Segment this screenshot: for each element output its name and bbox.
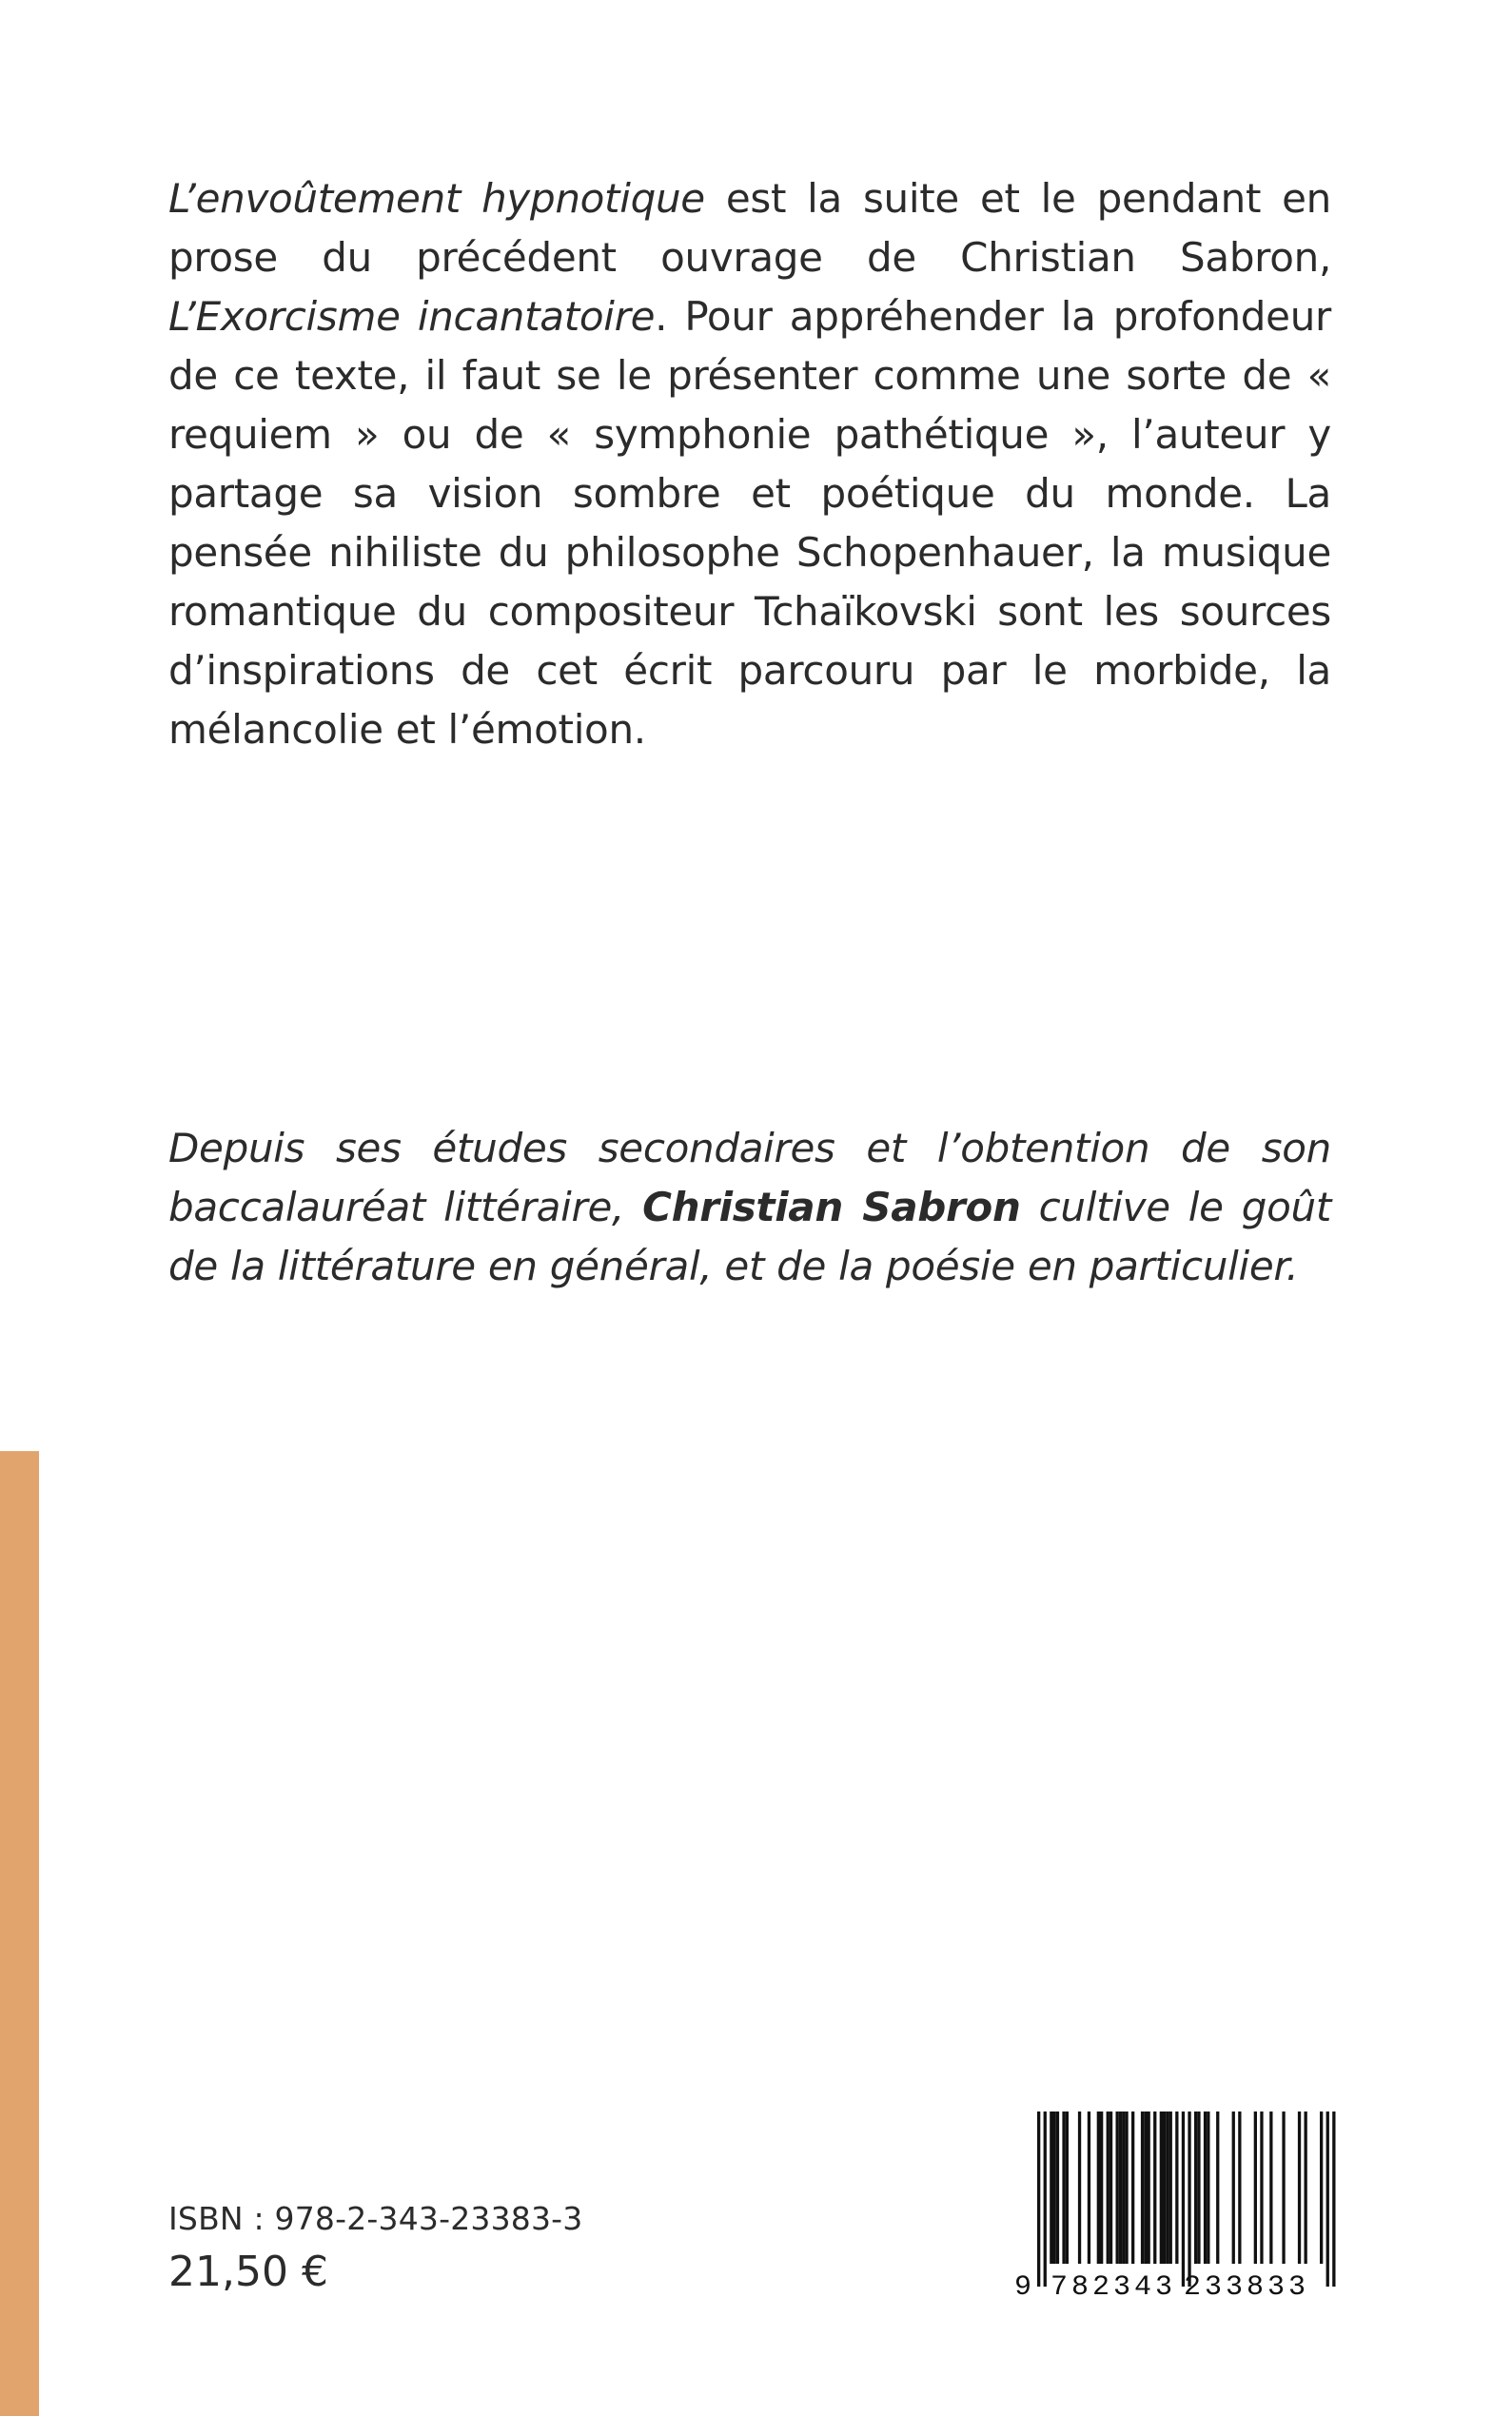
summary-text-2: . Pour appréhender la profondeur de ce texte, il faut se le présenter comme une sorte de « requiem » ou de « symphonie pathétique », l’auteur y partage sa vision sombre et poétique du monde. La pensée nihiliste du philosophe Schopenhauer, la musique romantique du compositeur Tchaïkovski sont les sources d’inspirations de cet écrit parcouru par le morbide, la mélancolie et l’émotion. <box>168 293 1331 753</box>
barcode-bar <box>1160 2112 1163 2264</box>
previous-book-title: L’Exorcisme incantatoire <box>168 293 656 340</box>
barcode-bar <box>1109 2112 1112 2264</box>
barcode-bar <box>1088 2112 1090 2264</box>
barcode-bar <box>1282 2112 1285 2264</box>
barcode-lead-digit: 9 <box>1014 2271 1032 2303</box>
author-name: Christian Sabron <box>642 1184 1021 1230</box>
summary-text-1: est la suite et le pendant en prose du précédent ouvrage de Christian Sabron, <box>168 175 1331 281</box>
barcode-bar <box>1320 2112 1323 2264</box>
barcode-bar <box>1254 2112 1257 2264</box>
barcode-guard-bar <box>1037 2112 1040 2287</box>
price: 21,50 € <box>168 2248 328 2296</box>
barcode-bar <box>1260 2112 1263 2264</box>
barcode-bar <box>1144 2112 1147 2264</box>
barcode-bar <box>1056 2112 1059 2264</box>
barcode-guard-bar <box>1332 2112 1335 2287</box>
barcode-bar <box>1163 2112 1166 2264</box>
barcode-bar <box>1119 2112 1122 2264</box>
barcode-bar <box>1305 2112 1307 2264</box>
bio-text-2: cultive le goût de la littérature en général, et de la poésie en particulier. <box>168 1184 1331 1289</box>
isbn: ISBN : 978-2-343-23383-3 <box>168 2200 583 2237</box>
barcode-bar <box>1050 2112 1052 2264</box>
barcode-bars <box>1037 2112 1336 2287</box>
barcode-bar <box>1125 2112 1128 2264</box>
barcode-guard-bar <box>1188 2112 1190 2287</box>
barcode-bar <box>1169 2112 1172 2264</box>
author-bio <box>168 1119 1331 1296</box>
barcode-bar <box>1097 2112 1100 2264</box>
barcode <box>1009 2108 1337 2303</box>
barcode-guard-bar <box>1044 2112 1047 2287</box>
barcode-bar <box>1153 2112 1156 2264</box>
bio-text-1: Depuis ses études secondaires et l’obtention de son baccalauréat littéraire, <box>168 1125 1331 1230</box>
barcode-bar <box>1107 2112 1109 2264</box>
barcode-bar <box>1166 2112 1168 2264</box>
book-summary <box>168 169 1331 759</box>
barcode-left-digits: 782343 <box>1051 2271 1177 2303</box>
barcode-bar <box>1122 2112 1125 2264</box>
barcode-bar <box>1116 2112 1119 2264</box>
barcode-graphic <box>1009 2108 1337 2303</box>
barcode-bar <box>1066 2112 1069 2264</box>
barcode-right-digits: 233833 <box>1184 2271 1310 2303</box>
barcode-bar <box>1298 2112 1301 2264</box>
barcode-bar <box>1148 2112 1150 2264</box>
barcode-bar <box>1100 2112 1103 2264</box>
barcode-bar <box>1197 2112 1200 2264</box>
barcode-bar <box>1232 2112 1235 2264</box>
barcode-bar <box>1207 2112 1209 2264</box>
barcode-guard-bar <box>1182 2112 1185 2287</box>
barcode-bar <box>1053 2112 1056 2264</box>
barcode-bar <box>1269 2112 1272 2264</box>
barcode-bar <box>1216 2112 1219 2264</box>
barcode-bar <box>1238 2112 1241 2264</box>
barcode-bar <box>1204 2112 1207 2264</box>
barcode-bar <box>1194 2112 1197 2264</box>
book-title: L’envoûtement hypnotique <box>168 175 705 222</box>
barcode-bar <box>1141 2112 1144 2264</box>
barcode-bar <box>1078 2112 1081 2264</box>
barcode-bar <box>1175 2112 1178 2264</box>
barcode-guard-bar <box>1326 2112 1329 2287</box>
barcode-bar <box>1062 2112 1065 2264</box>
spine-color-band <box>0 1451 39 2416</box>
barcode-bar <box>1131 2112 1134 2264</box>
